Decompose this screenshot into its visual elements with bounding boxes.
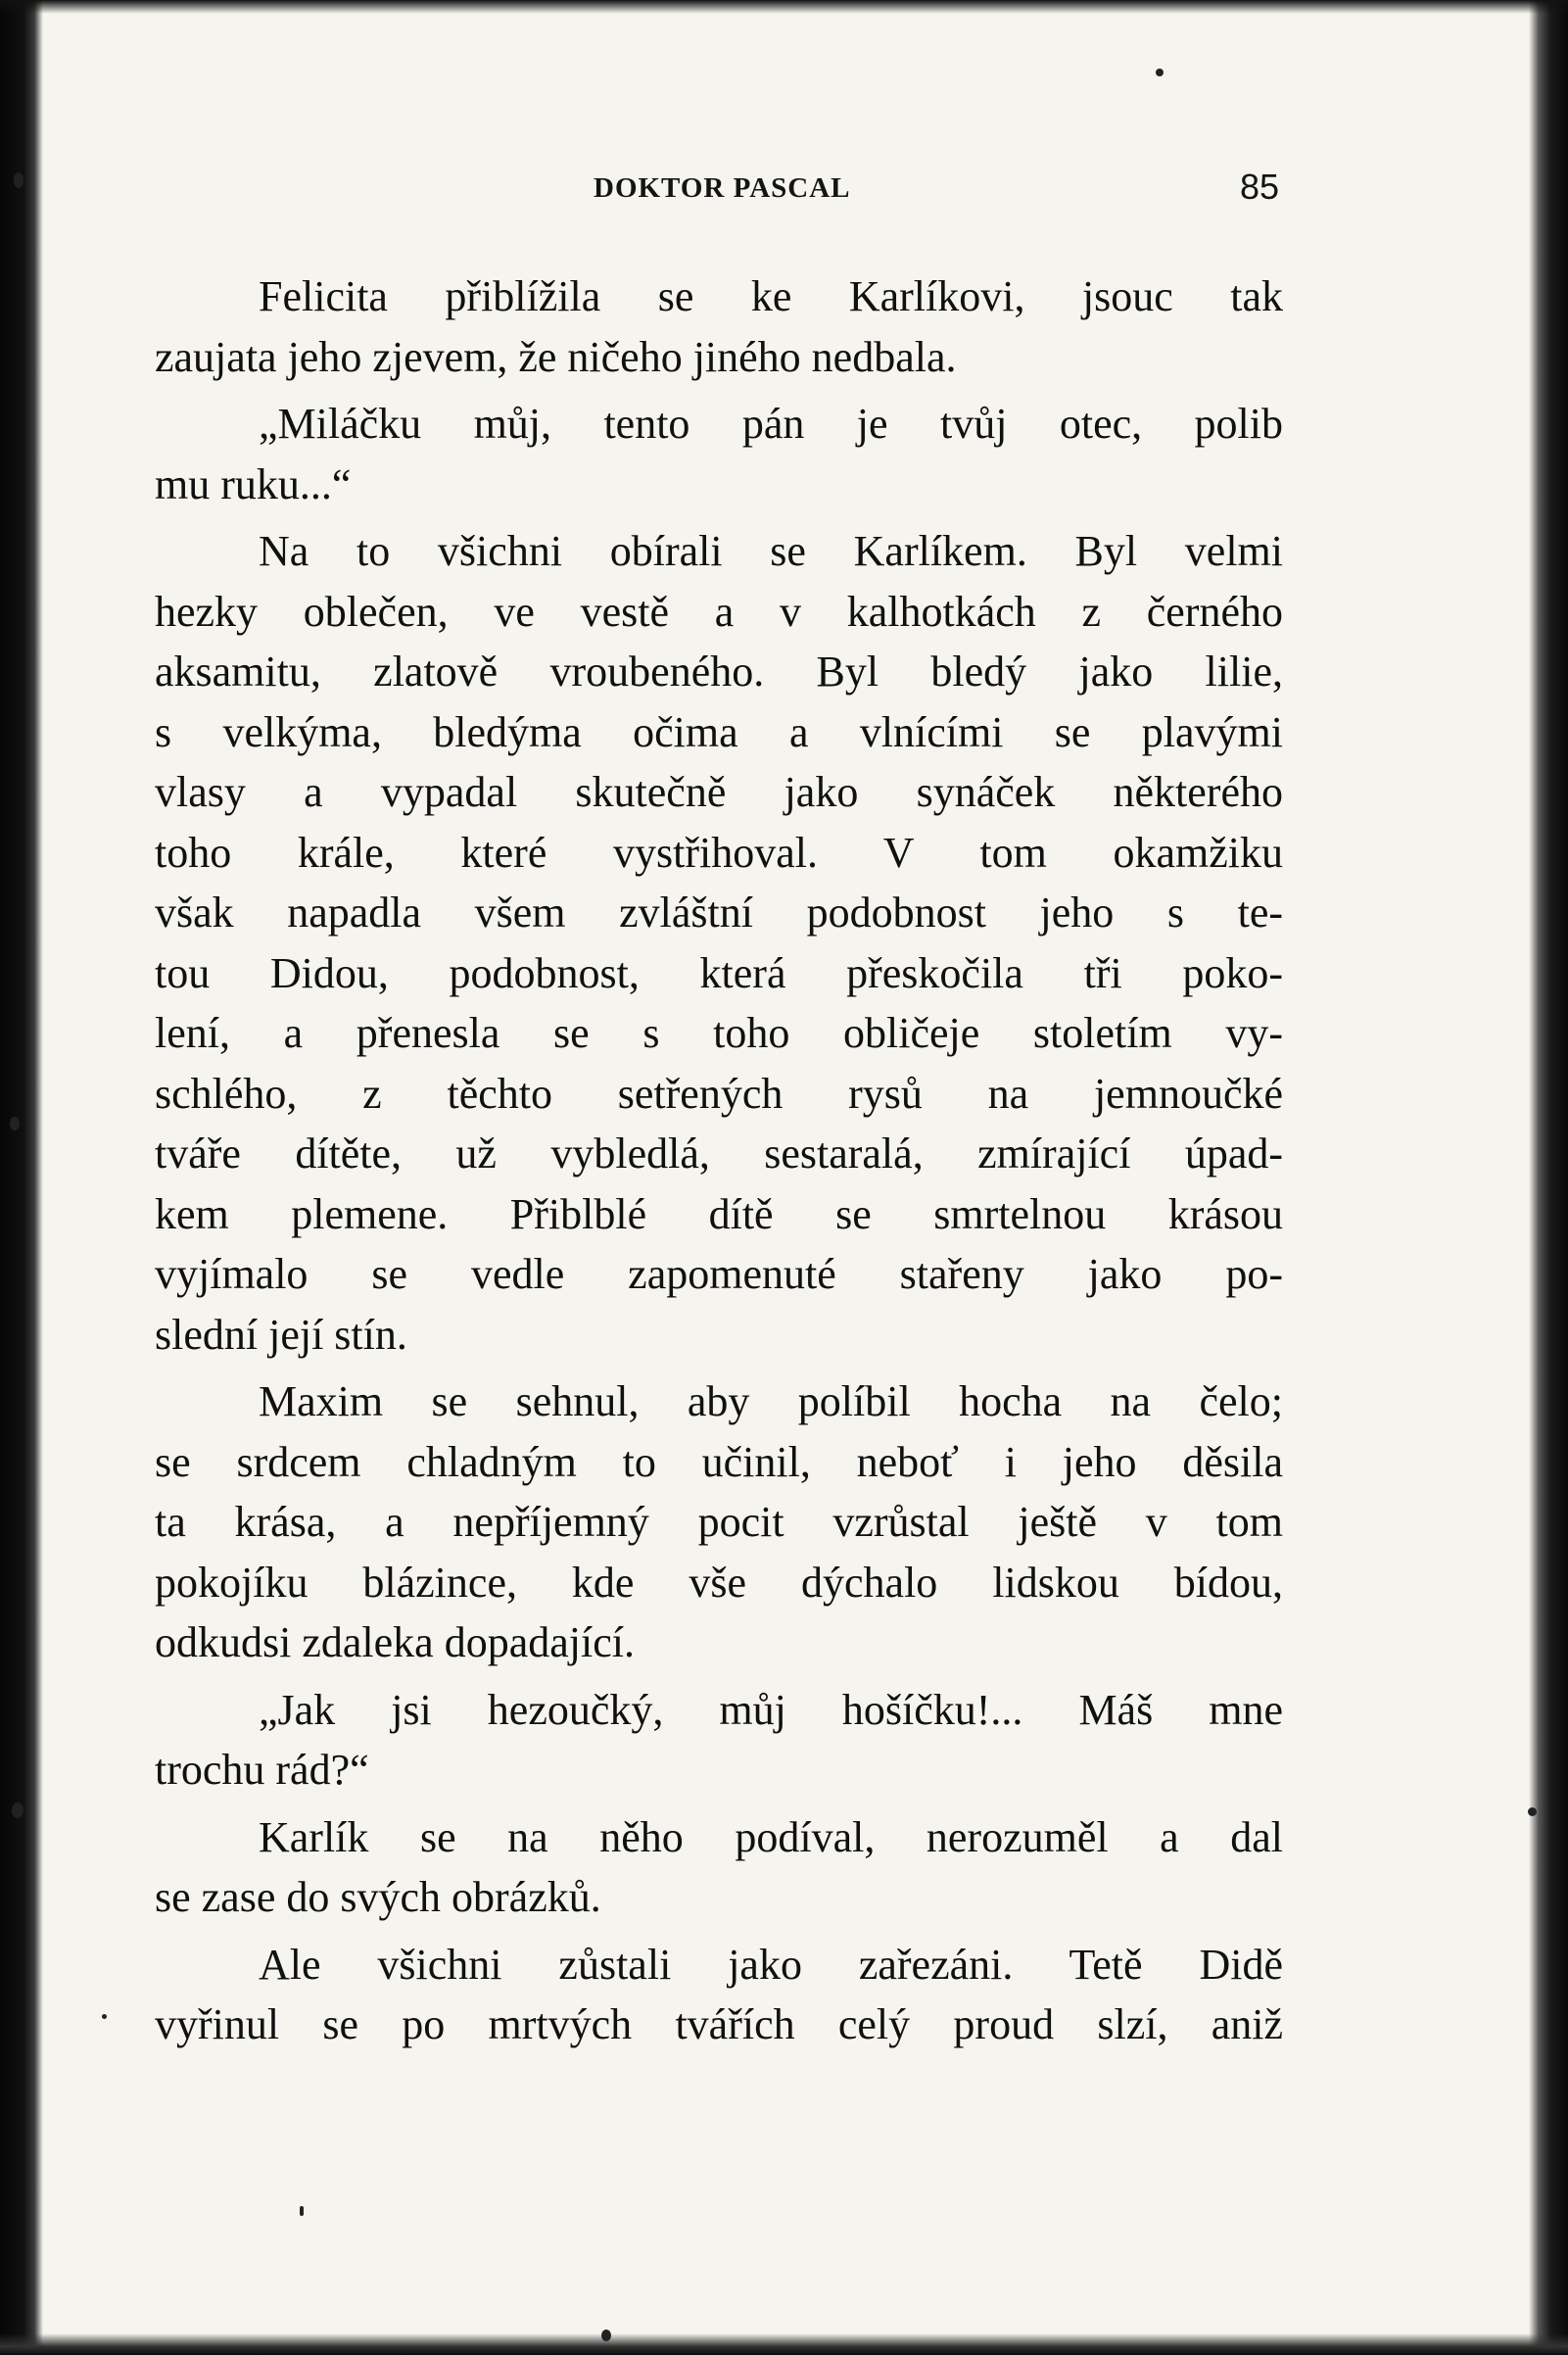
- text-line: se srdcem chladným to učinil, neboť i jeho děsila: [155, 1437, 1283, 1486]
- text-line: zaujata jeho zjevem, že ničeho jiného nedbala.: [155, 332, 957, 381]
- text-line: se zase do svých obrázků.: [155, 1873, 601, 1921]
- text-line: však napadla všem zvláštní podobnost jeho s te-: [155, 889, 1283, 937]
- scan-speck: [10, 1117, 20, 1130]
- text-line: „Miláčku můj, tento pán je tvůj otec, polib: [259, 400, 1283, 448]
- scan-speck: [1156, 69, 1164, 76]
- text-line: hezky oblečen, ve vestě a v kalhotkách z černého: [155, 587, 1283, 636]
- text-line: s velkýma, bledýma očima a vlnícími se plavými: [155, 707, 1283, 756]
- scan-speck: [12, 1802, 24, 1818]
- text-line: pokojíku blázince, kde vše dýchalo lidskou bídou,: [155, 1558, 1283, 1607]
- text-line: vlasy a vypadal skutečně jako synáček některého: [155, 768, 1283, 816]
- text-line: kem plemene. Přiblblé dítě se smrtelnou krásou: [155, 1189, 1283, 1238]
- page-number: 85: [1240, 167, 1280, 207]
- text-line: odkudsi zdaleka dopadající.: [155, 1618, 635, 1666]
- text-line: Na to všichni obírali se Karlíkem. Byl velmi: [259, 527, 1283, 575]
- paragraph-gap: [155, 1801, 1283, 1807]
- scan-edge-top: [0, 0, 1568, 14]
- text-line: tváře dítěte, už vybledlá, sestaralá, zmírající úpad-: [155, 1129, 1283, 1178]
- text-line: vyřinul se po mrtvých tvářích celý proud slzí, aniž: [155, 2000, 1283, 2048]
- text-line: mu ruku...“: [155, 459, 352, 508]
- paragraph-gap: [155, 514, 1283, 521]
- running-title: DOKTOR PASCAL: [594, 172, 851, 204]
- scan-edge-bottom: [0, 2333, 1568, 2355]
- text-line: Felicita přiblížila se ke Karlíkovi, jsouc tak: [259, 272, 1283, 320]
- text-line: Karlík se na něho podíval, nerozuměl a dal: [259, 1812, 1283, 1861]
- text-line: Ale všichni zůstali jako zařezáni. Tetě Didě: [259, 1940, 1283, 1989]
- body-text: [155, 266, 1283, 2055]
- text-line: tou Didou, podobnost, která přeskočila tři poko-: [155, 948, 1283, 997]
- scan-edge-right: [1529, 0, 1568, 2355]
- scan-speck: [1528, 1807, 1537, 1816]
- scan-speck: [14, 172, 24, 188]
- text-line: „Jak jsi hezoučký, můj hošíčku!... Máš mne: [259, 1685, 1283, 1734]
- scan-speck: [102, 2014, 107, 2019]
- text-line: Maxim se sehnul, aby políbil hocha na čelo;: [259, 1377, 1283, 1425]
- paragraph-gap: [155, 1928, 1283, 1935]
- text-line: trochu rád?“: [155, 1746, 369, 1794]
- paragraph-gap: [155, 387, 1283, 394]
- text-line: vyjímalo se vedle zapomenuté stařeny jako po-: [155, 1250, 1283, 1298]
- text-line: toho krále, které vystřihoval. V tom okamžiku: [155, 828, 1283, 877]
- text-line: aksamitu, zlatově vroubeného. Byl bledý jako lilie,: [155, 648, 1283, 696]
- text-line: lení, a přenesla se s toho obličeje stoletím vy-: [155, 1009, 1283, 1057]
- text-line: ta krása, a nepříjemný pocit vzrůstal ještě v tom: [155, 1498, 1283, 1546]
- text-line: slední její stín.: [155, 1310, 407, 1359]
- paragraph-gap: [155, 1365, 1283, 1371]
- scan-edge-left: [0, 0, 43, 2355]
- text-line: schlého, z těchto setřených rysů na jemnoučké: [155, 1069, 1283, 1118]
- scan-speck: [601, 2330, 611, 2341]
- scan-speck: [300, 2206, 304, 2216]
- paragraph-gap: [155, 1673, 1283, 1680]
